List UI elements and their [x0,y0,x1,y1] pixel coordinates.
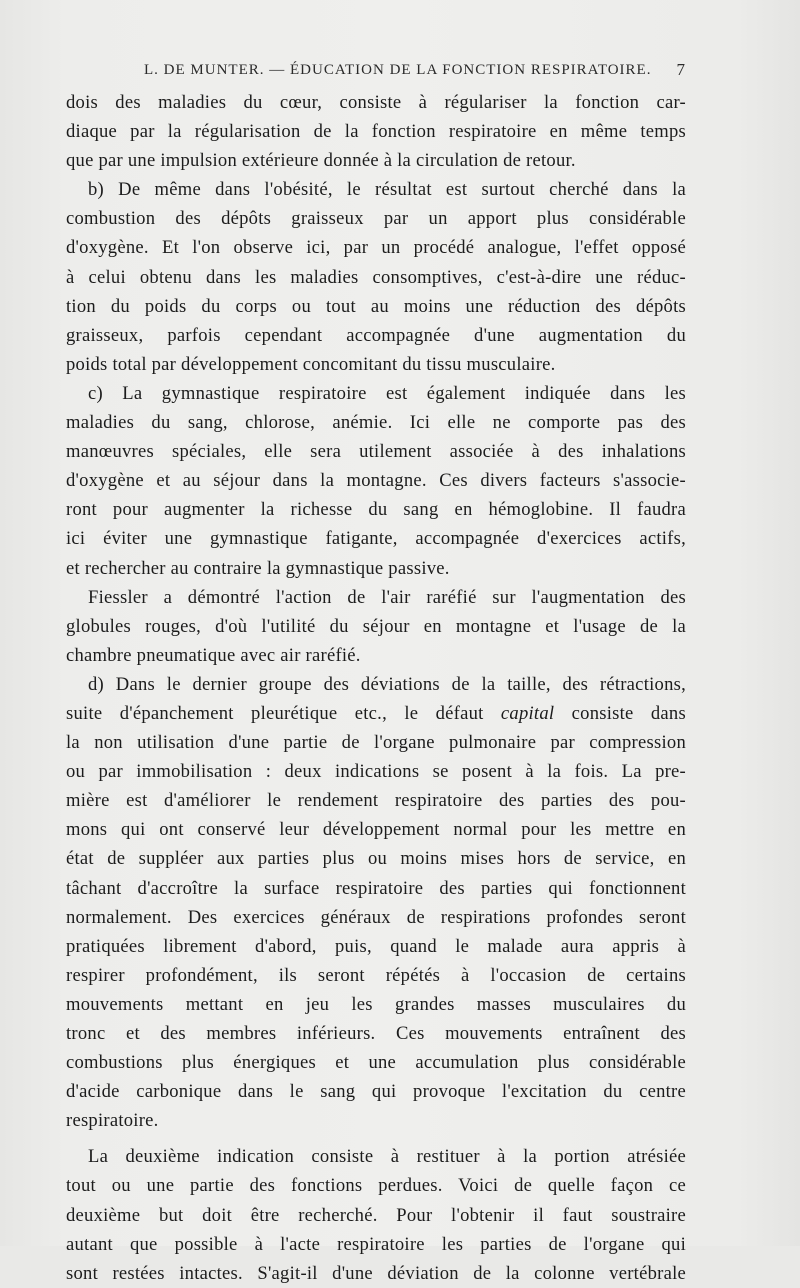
text-line: d'acide carbonique dans le sang qui provoque l'excitation du centre [66,1081,686,1103]
text-line: respiratoire. [66,1110,159,1132]
text-line: à celui obtenu dans les maladies consomptives, c'est-à-dire une réduc- [66,266,686,288]
text-line: la non utilisation d'une partie de l'organe pulmonaire par compression [66,732,686,754]
text-line: ici éviter une gymnastique fatigante, accompagnée d'exercices actifs, [66,528,686,550]
text-line: deuxième but doit être recherché. Pour l'obtenir il faut soustraire [66,1204,686,1226]
text-line: mouvements mettant en jeu les grandes masses musculaires du [66,993,686,1015]
text-line: c) La gymnastique respiratoire est également indiquée dans les [88,382,686,404]
text-line: dois des maladies du cœur, consiste à régulariser la fonction car- [66,92,686,113]
text-line [66,699,686,728]
text-line: maladies du sang, chlorose, anémie. Ici elle ne comporte pas des [66,412,686,434]
text-line: pratiquées librement d'abord, puis, quand le malade aura appris à [66,935,686,957]
text-line: état de suppléer aux parties plus ou moins mises hors de service, en [66,848,686,870]
text-line: b) De même dans l'obésité, le résultat est surtout cherché dans la [88,179,686,201]
running-title: L. DE MUNTER. — ÉDUCATION DE LA FONCTION RESPIRATOIRE. [144,62,652,78]
text-line: tout ou une partie des fonctions perdues. Voici de quelle façon ce [66,1175,686,1197]
text-segment: suite d'épanchement pleurétique etc., le défaut [66,702,484,724]
text-line: tion du poids du corps ou tout au moins une réduction des dépôts [66,295,686,317]
emphasis-word: capital [500,702,555,724]
text-line: La deuxième indication consiste à restituer à la portion atrésiée [88,1146,686,1168]
text-line: d) Dans le dernier groupe des déviations de la taille, des rétractions, [88,673,686,695]
text-line: Fiessler a démontré l'action de l'air raréfié sur l'augmentation des [88,586,686,608]
text-line: tronc et des membres inférieurs. Ces mouvements entraînent des [66,1023,686,1044]
text-line: autant que possible à l'acte respiratoire les parties de l'organe qui [66,1233,686,1255]
page-number: 7 [676,60,686,79]
text-line: et rechercher au contraire la gymnastique passive. [66,557,450,579]
running-header [66,60,686,86]
text-line: ront pour augmenter la richesse du sang en hémoglobine. Il faudra [66,499,686,521]
text-line: manœuvres spéciales, elle sera utilement associée à des inhalations [66,441,686,463]
text-line: graisseux, parfois cependant accompagnée d'une augmentation du [66,324,686,346]
text-segment: consiste dans [571,702,686,724]
text-line: d'oxygène. Et l'on observe ici, par un procédé analogue, l'effet opposé [66,237,686,259]
text-line: combustions plus énergiques et une accumulation plus considérable [66,1052,686,1074]
text-line: sont restées intactes. S'agit-il d'une déviation de la colonne vertébrale [66,1262,686,1284]
text-line: globules rouges, d'où l'utilité du séjour en montagne et l'usage de la [66,615,686,637]
text-line: que par une impulsion extérieure donnée à la circulation de retour. [66,150,576,172]
text-line: combustion des dépôts graisseux par un apport plus considérable [66,208,686,230]
paragraph-gap [66,1135,686,1142]
text-line: respirer profondément, ils seront répétés à l'occasion de certains [66,964,686,986]
text-line: mière est d'améliorer le rendement respiratoire des parties des pou- [66,790,686,812]
text-line: chambre pneumatique avec air raréfié. [66,644,361,666]
body-text [66,88,686,1288]
text-line: ou par immobilisation : deux indications se posent à la fois. La pre- [66,761,686,783]
text-line: poids total par développement concomitant du tissu musculaire. [66,353,556,375]
text-line: tâchant d'accroître la surface respiratoire des parties qui fonctionnent [66,877,686,899]
text-line: normalement. Des exercices généraux de respirations profondes seront [66,906,686,928]
text-line: mons qui ont conservé leur développement normal pour les mettre en [66,819,686,841]
text-line: diaque par la régularisation de la fonction respiratoire en même temps [66,121,686,143]
text-line: d'oxygène et au séjour dans la montagne. Ces divers facteurs s'associe- [66,470,686,492]
